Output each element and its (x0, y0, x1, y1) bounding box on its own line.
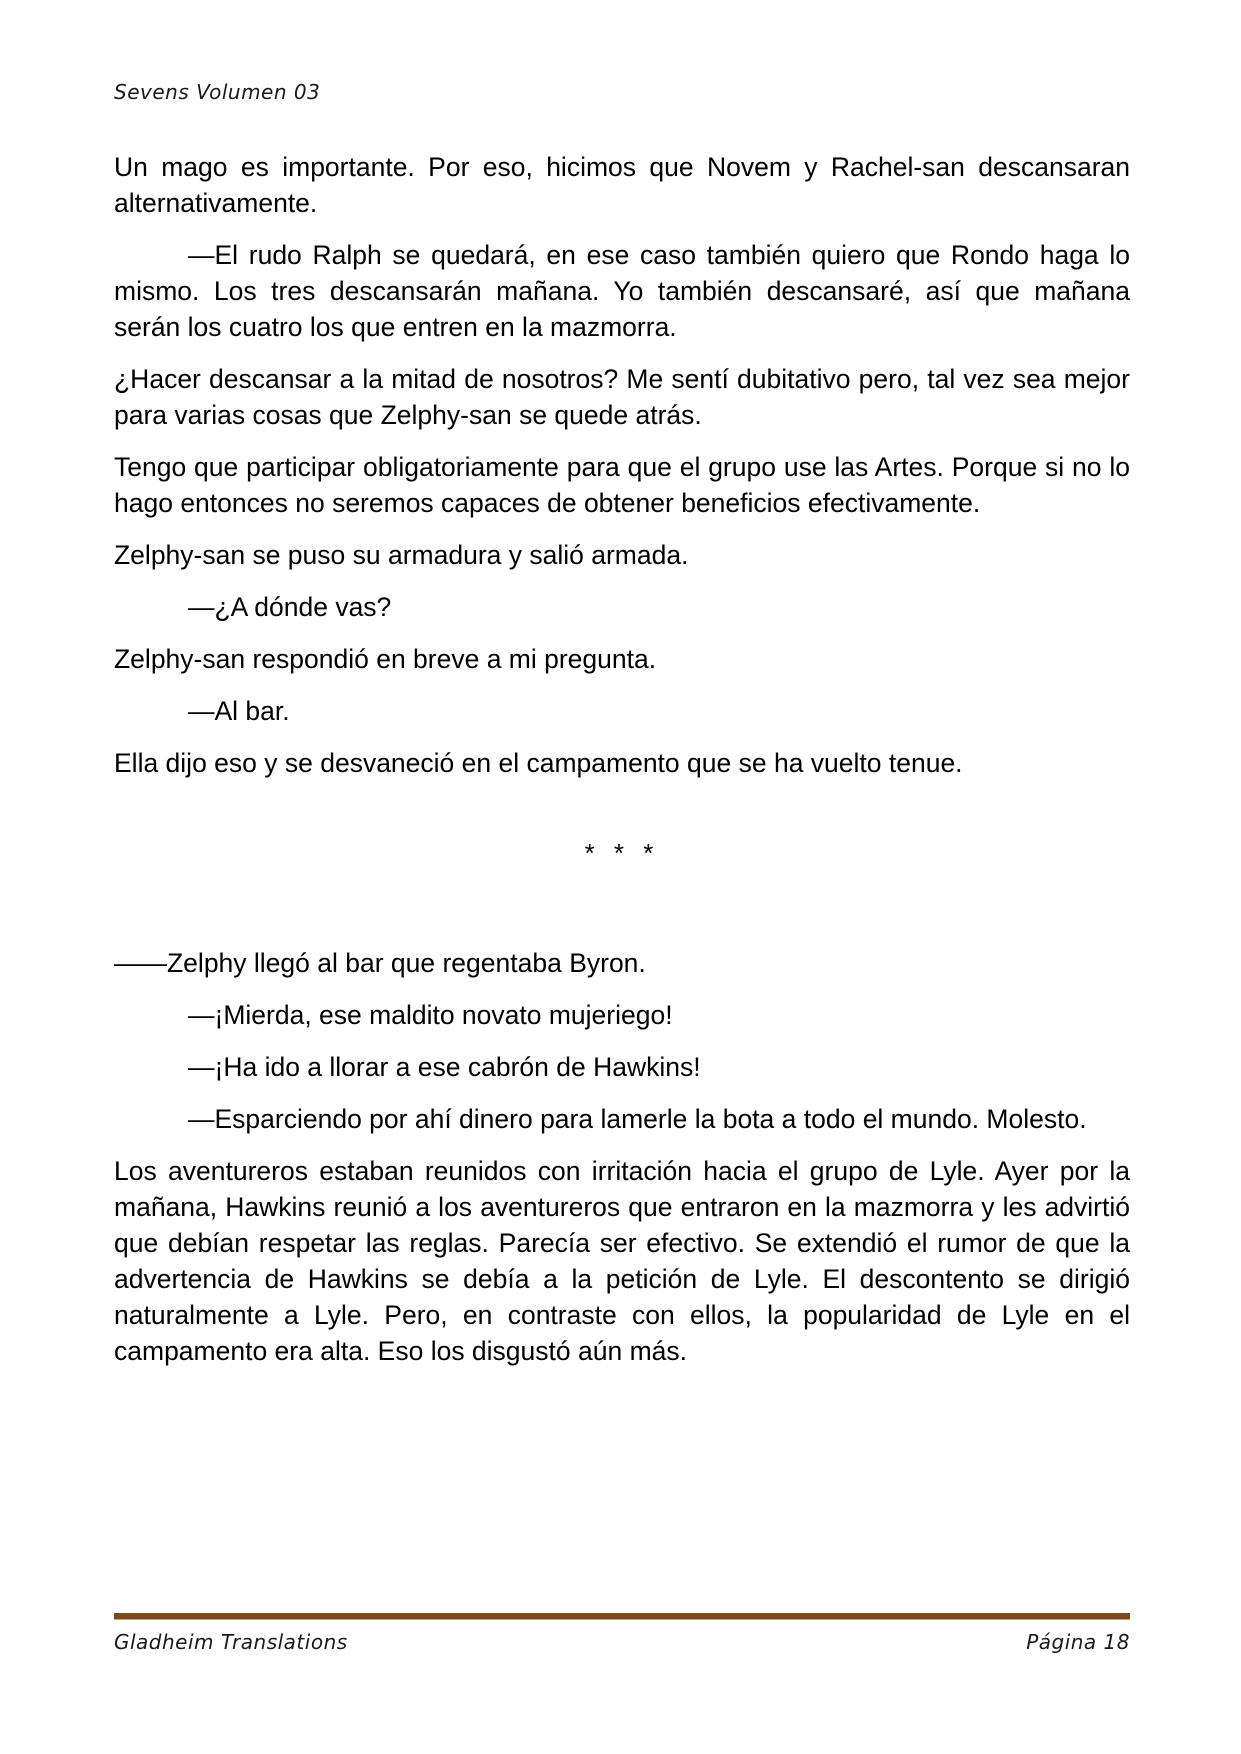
dialogue-line: —¿A dónde vas? (188, 592, 392, 622)
dialogue-line: —¡Mierda, ese maldito novato mujeriego! (188, 1000, 673, 1030)
paragraph: ——Zelphy llegó al bar que regentaba Byron. (114, 948, 646, 978)
dialogue-line: —Al bar. (188, 696, 290, 726)
running-header: Sevens Volumen 03 (114, 80, 321, 104)
paragraph: Zelphy-san se puso su armadura y salió armada. (114, 540, 689, 570)
paragraph: Los aventureros estaban reunidos con irritación hacia el grupo de Lyle. Ayer por la mañana, Hawkins reunió a los aventureros que entraron en la mazmorra y les advirtió que debían respetar las reglas. Parecía ser efectivo. Se extendió el rumor de que la advertencia de Hawkins se debía a la petición de Lyle. El descontento se dirigió naturalmente a Lyle. Pero, en contraste con ellos, la popularidad de Lyle en el campamento era alta. Eso los disgustó aún más. (114, 1156, 1130, 1366)
paragraph: Tengo que participar obligatoriamente para que el grupo use las Artes. Porque si no lo hago entonces no seremos capaces de obtener beneficios efectivamente. (114, 452, 1130, 518)
paragraph: Zelphy-san respondió en breve a mi pregunta. (114, 644, 657, 674)
dialogue-line: —El rudo Ralph se quedará, en ese caso también quiero que Rondo haga lo mismo. Los tres descansarán mañana. Yo también descansaré, así que mañana serán los cuatro los que entren en la mazmorra. (114, 240, 1130, 342)
footer-divider (114, 1613, 1130, 1620)
paragraph: Ella dijo eso y se desvaneció en el campamento que se ha vuelto tenue. (114, 748, 963, 778)
paragraph: ¿Hacer descansar a la mitad de nosotros? Me sentí dubitativo pero, tal vez sea mejor para varias cosas que Zelphy-san se quede atrás. (114, 364, 1130, 430)
page-number: Página 18 (1026, 1630, 1130, 1654)
footer-publisher: Gladheim Translations (114, 1630, 348, 1654)
dialogue-line: —¡Ha ido a llorar a ese cabrón de Hawkins! (188, 1052, 701, 1082)
dialogue-line: —Esparciendo por ahí dinero para lamerle la bota a todo el mundo. Molesto. (188, 1104, 1087, 1134)
scene-break: * * * (584, 838, 660, 868)
paragraph: Un mago es importante. Por eso, hicimos que Novem y Rachel-san descansaran alternativamente. (114, 152, 1130, 218)
page-body (114, 149, 1130, 1385)
